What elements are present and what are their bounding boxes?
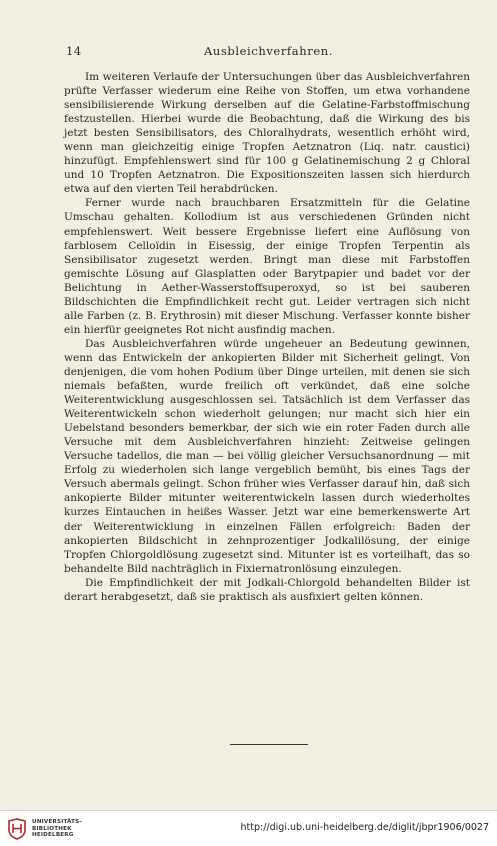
- end-rule: [230, 744, 308, 745]
- library-line: HEIDELBERG: [32, 832, 74, 839]
- library-line: UNIVERSITÄTS-: [32, 819, 82, 825]
- permalink-url[interactable]: http://digi.ub.uni-heidelberg.de/diglit/jbpr1906/0027: [240, 822, 489, 833]
- body-text: [64, 70, 470, 604]
- paragraph: Das Ausbleichverfahren würde ungeheuer an Bedeutung gewinnen, wenn das Entwickeln der ankopierten Bilder mit Sicherheit gelingt. Von denjenigen, die vom hohen Podium über Dinge urteilen, mit denen sie sich niemals befaßten, wurde freilich oft verkündet, daß eine solche Weiterentwicklung ausgeschlossen sei. Tatsächlich ist dem Verfasser das Weiterentwickeln schon wiederholt gelungen; nur macht sich hier ein Uebelstand besonders bemerkbar, der sich wie ein roter Faden durch alle Versuche mit dem Ausbleichverfahren hinzieht: Zeitweise gelingen Versuche tadellos, die man — bei völlig gleicher Versuchsanordnung — mit Erfolg zu wiederholen sich lange vergeblich bemüht, bis eines Tags der Versuch abermals gelingt. Schon früher wies Verfasser darauf hin, daß sich ankopierte Bilder mitunter weiterentwickeln lassen durch wiederholtes kurzes Eintauchen in heißes Wasser. Jetzt war eine bemerkenswerte Art der Weiterentwicklung in einzelnen Fällen erfolgreich: Baden der ankopierten Bildschicht in zehnprozentiger Jodkalilösung, der einige Tropfen Chlorgoldlösung zugesetzt sind. Mitunter ist es vorteilhaft, das so behandelte Bild nachträglich in Fixiernatronlösung einzulegen.: [64, 337, 470, 575]
- footer-bar: [0, 810, 497, 846]
- library-line: BIBLIOTHEK: [32, 825, 72, 832]
- heidelberg-library-logo-icon: [6, 818, 28, 840]
- running-head: [66, 44, 471, 60]
- library-logo[interactable]: [6, 816, 96, 842]
- paragraph: Im weiteren Verlaufe der Untersuchungen über das Ausbleichverfahren prüfte Verfasser wiederum eine Reihe von Stoffen, um etwa vorhandene sensibilisierende Wirkung derselben auf die Gelatine-Farbstoffmischung festzustellen. Hierbei wurde die Beobachtung, daß die Wirkung des bis jetzt besten Sensibilisators, des Chloralhydrats, wesentlich erhöht wird, wenn man gleichzeitig einige Tropfen Aetznatron (Liq. natr. caustici) hinzufügt. Empfehlenswert sind für 100 g Gelatinemischung 2 g Chloral und 10 Tropfen Aetznatron. Die Expositionszeiten lassen sich hierdurch etwa auf den vierten Teil herabdrücken.: [64, 71, 470, 196]
- running-title: Ausbleichverfahren.: [203, 44, 334, 58]
- library-name: [32, 819, 82, 839]
- paragraph: Die Empfindlichkeit der mit Jodkali-Chlorgold behandelten Bilder ist derart herabgesetzt, daß sie praktisch als ausfixiert gelten können.: [64, 576, 470, 603]
- page-number: 14: [66, 44, 82, 58]
- paragraph: Ferner wurde nach brauchbaren Ersatzmitteln für die Gelatine Umschau gehalten. Kollodium ist aus verschiedenen Gründen nicht empfehlenswert. Weit bessere Ergebnisse liefert eine Auflösung von farblosem Celloïdin in Eisessig, der einige Tropfen Terpentin als Sensibilisator zugesetzt werden. Bringt man diese mit Farbstoffen gemischte Lösung auf Glasplatten oder Barytpapier und badet vor der Belichtung in Aether-Wasserstoffsuperoxyd, so ist bei sauberen Bildschichten die Empfindlichkeit recht gut. Leider vertragen sich nicht alle Farben (z. B. Erythrosin) mit dieser Mischung. Verfasser konnte bisher ein hierfür geeignetes Rot nicht ausfindig machen.: [64, 197, 470, 336]
